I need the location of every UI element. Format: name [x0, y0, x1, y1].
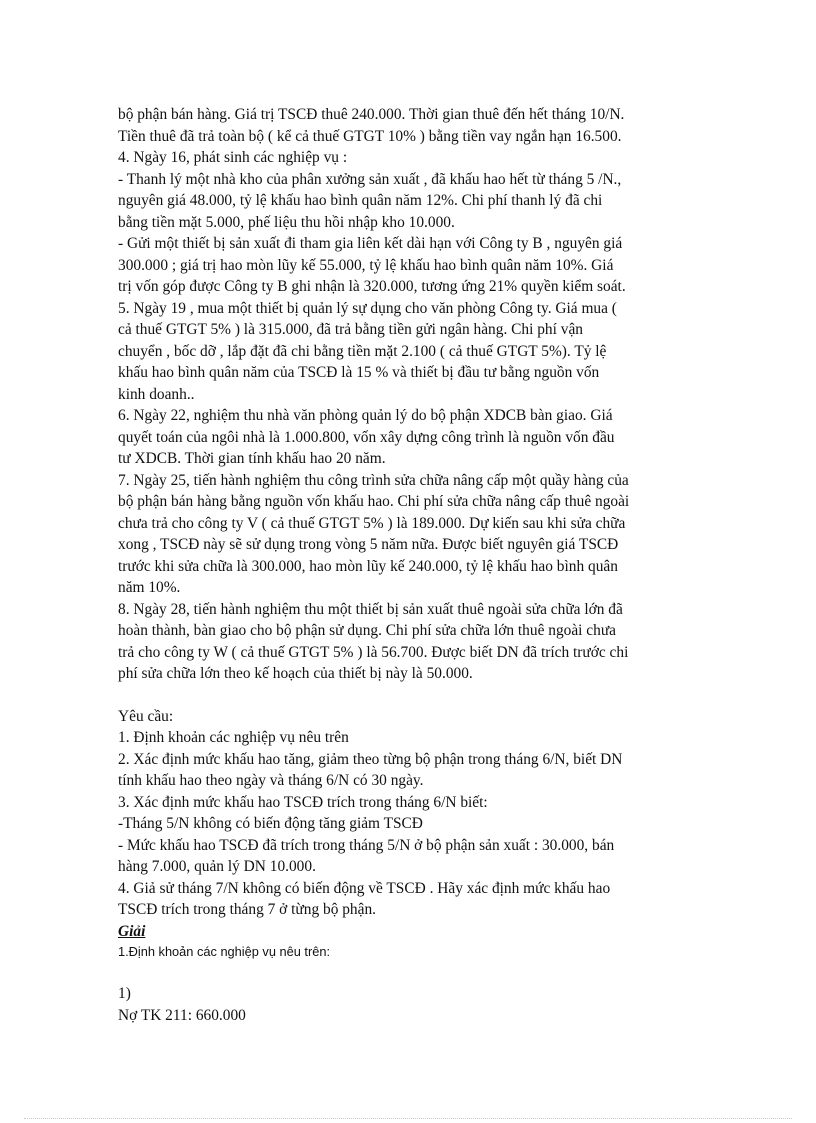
text-line: tư XDCB. Thời gian tính khấu hao 20 năm. [118, 450, 386, 467]
solution-subheading: 1.Định khoản các nghiệp vụ nêu trên: [118, 944, 331, 959]
text-line: 300.000 ; giá trị hao mòn lũy kế 55.000, tỷ lệ khấu hao bình quân năm 10%. Giá [118, 256, 614, 274]
requirements-list [118, 727, 718, 921]
text-line: quyết toán của ngôi nhà là 1.000.800, vốn xây dựng công trình là nguồn vốn đầu [118, 428, 615, 446]
text-line: - Mức khấu hao TSCĐ đã trích trong tháng 5/N ở bộ phận sản xuất : 30.000, bán [118, 836, 615, 854]
requirements-title: Yêu cầu: [118, 707, 174, 725]
text-line: 1. Định khoản các nghiệp vụ nêu trên [118, 729, 349, 746]
spacer [118, 962, 718, 983]
page-bottom-rule [24, 1118, 792, 1119]
text-line: 2. Xác định mức khấu hao tăng, giảm theo từng bộ phận trong tháng 6/N, biết DN [118, 750, 623, 768]
text-line: 5. Ngày 19 , mua một thiết bị quản lý sự dụng cho văn phòng Công ty. Giá mua ( [118, 299, 617, 317]
text-line: 4. Giả sử tháng 7/N không có biến động về TSCĐ . Hãy xác định mức khấu hao [118, 879, 611, 897]
text-line: -Tháng 5/N không có biến động tăng giảm TSCĐ [118, 815, 423, 832]
text-line: 6. Ngày 22, nghiệm thu nhà văn phòng quản lý do bộ phận XDCB bàn giao. Giá [118, 407, 613, 424]
entry-number: 1) [118, 985, 131, 1002]
document-body [118, 104, 718, 1026]
text-line: 4. Ngày 16, phát sinh các nghiệp vụ : [118, 149, 348, 166]
text-line: xong , TSCĐ này sẽ sử dụng trong vòng 5 năm nữa. Được biết nguyên giá TSCĐ [118, 536, 619, 553]
text-line: 7. Ngày 25, tiến hành nghiệm thu công trình sửa chữa nâng cấp một quầy hàng của [118, 471, 629, 489]
solution-heading: Giải [118, 922, 146, 940]
text-line: khấu hao bình quân năm của TSCĐ là 15 % và thiết bị đầu tư bằng nguồn vốn [118, 364, 600, 381]
text-line: tính khấu hao theo ngày và tháng 6/N có 30 ngày. [118, 772, 424, 789]
text-line: hàng 7.000, quản lý DN 10.000. [118, 858, 316, 875]
text-line: chuyển , bốc dỡ , lắp đặt đã chi bằng tiền mặt 2.100 ( cả thuế GTGT 5%). Tỷ lệ [118, 342, 607, 360]
text-line: trả cho công ty W ( cả thuế GTGT 5% ) là 56.700. Được biết DN đã trích trước chi [118, 643, 629, 661]
text-line: bộ phận bán hàng bằng nguồn vốn khấu hao. Chi phí sửa chữa nâng cấp thuê ngoài [118, 493, 630, 510]
text-line: 8. Ngày 28, tiến hành nghiệm thu một thiết bị sản xuất thuê ngoài sửa chữa lớn đã [118, 600, 623, 618]
text-line: chưa trả cho công ty V ( cả thuế GTGT 5% ) là 189.000. Dự kiến sau khi sửa chữa [118, 514, 626, 532]
text-line: cả thuế GTGT 5% ) là 315.000, đã trả bằng tiền gửi ngân hàng. Chi phí vận [118, 321, 583, 338]
text-line: năm 10%. [118, 579, 181, 596]
text-line: Tiền thuê đã trả toàn bộ ( kể cả thuế GTGT 10% ) bằng tiền vay ngắn hạn 16.500. [118, 127, 622, 145]
text-line: trước khi sửa chữa là 300.000, hao mòn lũy kế 240.000, tỷ lệ khấu hao bình quân [118, 557, 618, 575]
text-line: kinh doanh.. [118, 385, 195, 403]
text-line: 3. Xác định mức khấu hao TSCĐ trích trong tháng 6/N biết: [118, 793, 488, 811]
text-line: bằng tiền mặt 5.000, phế liệu thu hồi nhập kho 10.000. [118, 213, 455, 231]
text-line: phí sửa chữa lớn theo kế hoạch của thiết bị này là 50.000. [118, 665, 473, 682]
text-line: hoàn thành, bàn giao cho bộ phận sử dụng. Chi phí sửa chữa lớn thuê ngoài chưa [118, 622, 616, 639]
spacer [118, 685, 718, 706]
text-line: trị vốn góp được Công ty B ghi nhận là 320.000, tương ứng 21% quyền kiểm soát. [118, 278, 626, 295]
text-line: TSCĐ trích trong tháng 7 ở từng bộ phận. [118, 901, 377, 918]
text-line: - Thanh lý một nhà kho của phân xưởng sản xuất , đã khấu hao hết từ tháng 5 /N., [118, 170, 622, 188]
text-line: bộ phận bán hàng. Giá trị TSCĐ thuê 240.000. Thời gian thuê đến hết tháng 10/N. [118, 106, 625, 123]
exercise-text [118, 104, 718, 685]
text-line: nguyên giá 48.000, tỷ lệ khấu hao bình quân năm 12%. Chi phí thanh lý đã chi [118, 192, 603, 209]
text-line: - Gửi một thiết bị sản xuất đi tham gia liên kết dài hạn với Công ty B , nguyên giá [118, 235, 623, 252]
entry-line: Nợ TK 211: 660.000 [118, 1006, 246, 1024]
